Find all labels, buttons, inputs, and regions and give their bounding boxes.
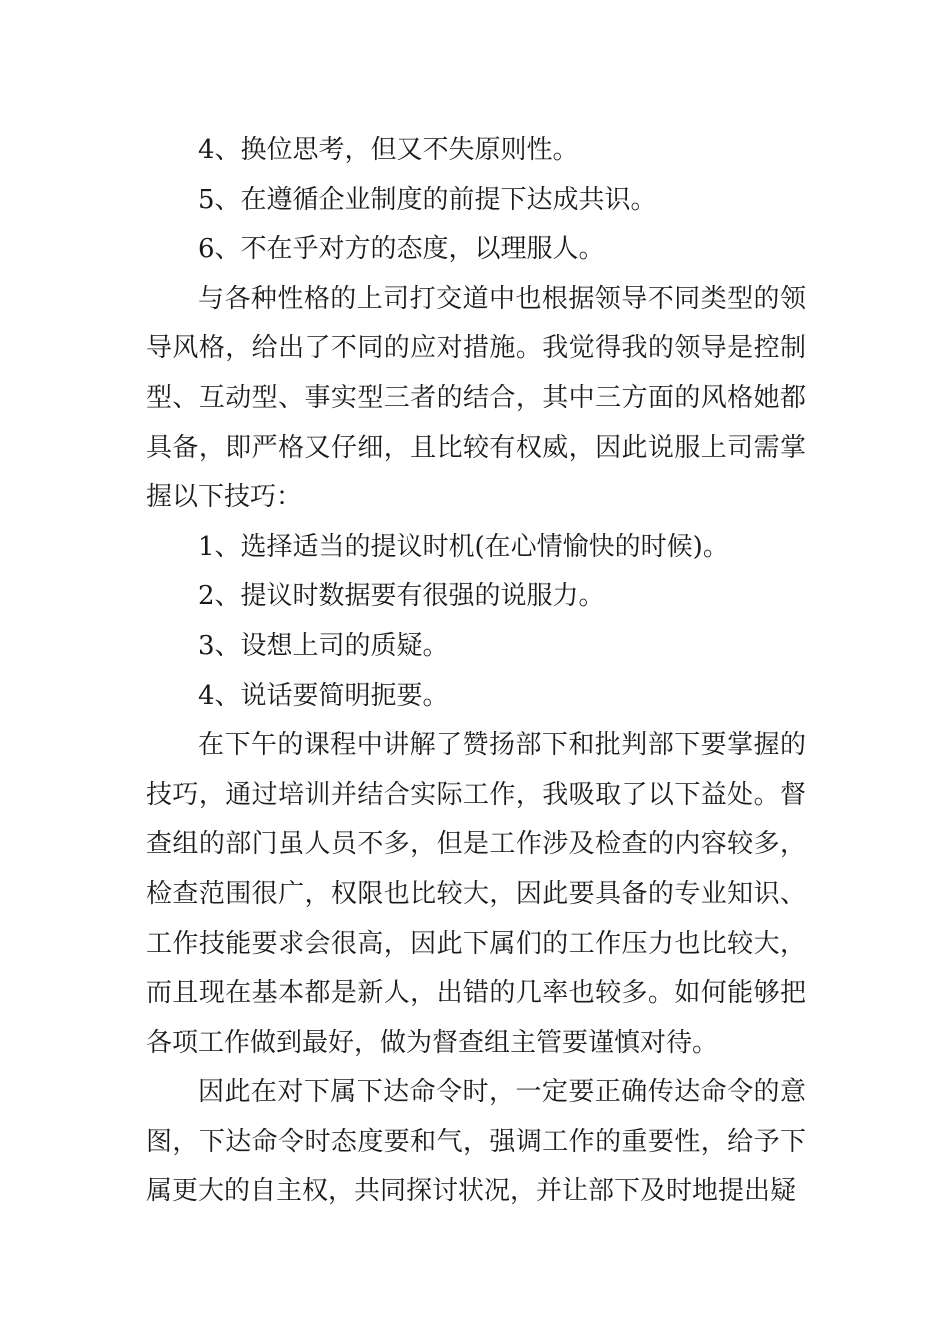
list-item-timing: 1、选择适当的提议时机(在心情愉快的时候)。 [198,531,729,562]
list-item-reasoning: 6、不在乎对方的态度，以理服人。 [198,234,605,265]
list-item-data: 2、提议时数据要有很强的说服力。 [198,581,605,612]
paragraph-giving-orders: 因此在对下属下达命令时，一定要正确传达命令的意图，下达命令时态度要和气，强调工作的重要性，给予下属更大的自主权，共同探讨状况，并让部下及时地提出疑 [146,1077,806,1207]
document-body [146,126,806,1217]
list-item-consensus: 5、在遵循企业制度的前提下达成共识。 [198,184,657,215]
list-item-concise: 4、说话要简明扼要。 [198,680,449,711]
paragraph-boss-styles: 与各种性格的上司打交道中也根据领导不同类型的领导风格，给出了不同的应对措施。我觉得我的领导是控制型、互动型、事实型三者的结合，其中三方面的风格她都具备，即严格又仔细，且比较有权威，因此说服上司需掌握以下技巧： [146,283,806,513]
paragraph-afternoon-course: 在下午的课程中讲解了赞扬部下和批判部下要掌握的技巧，通过培训并结合实际工作，我吸取了以下益处。督查组的部门虽人员不多，但是工作涉及检查的内容较多，检查范围很广，权限也比较大，因此要具备的专业知识、工作技能要求会很高，因此下属们的工作压力也比较大，而且现在基本都是新人，出错的几率也较多。如何能够把各项工作做到最好，做为督查组主管要谨慎对待。 [146,730,806,1058]
list-item-perspective: 4、换位思考，但又不失原则性。 [198,135,579,165]
list-item-questions: 3、设想上司的质疑。 [198,630,449,661]
